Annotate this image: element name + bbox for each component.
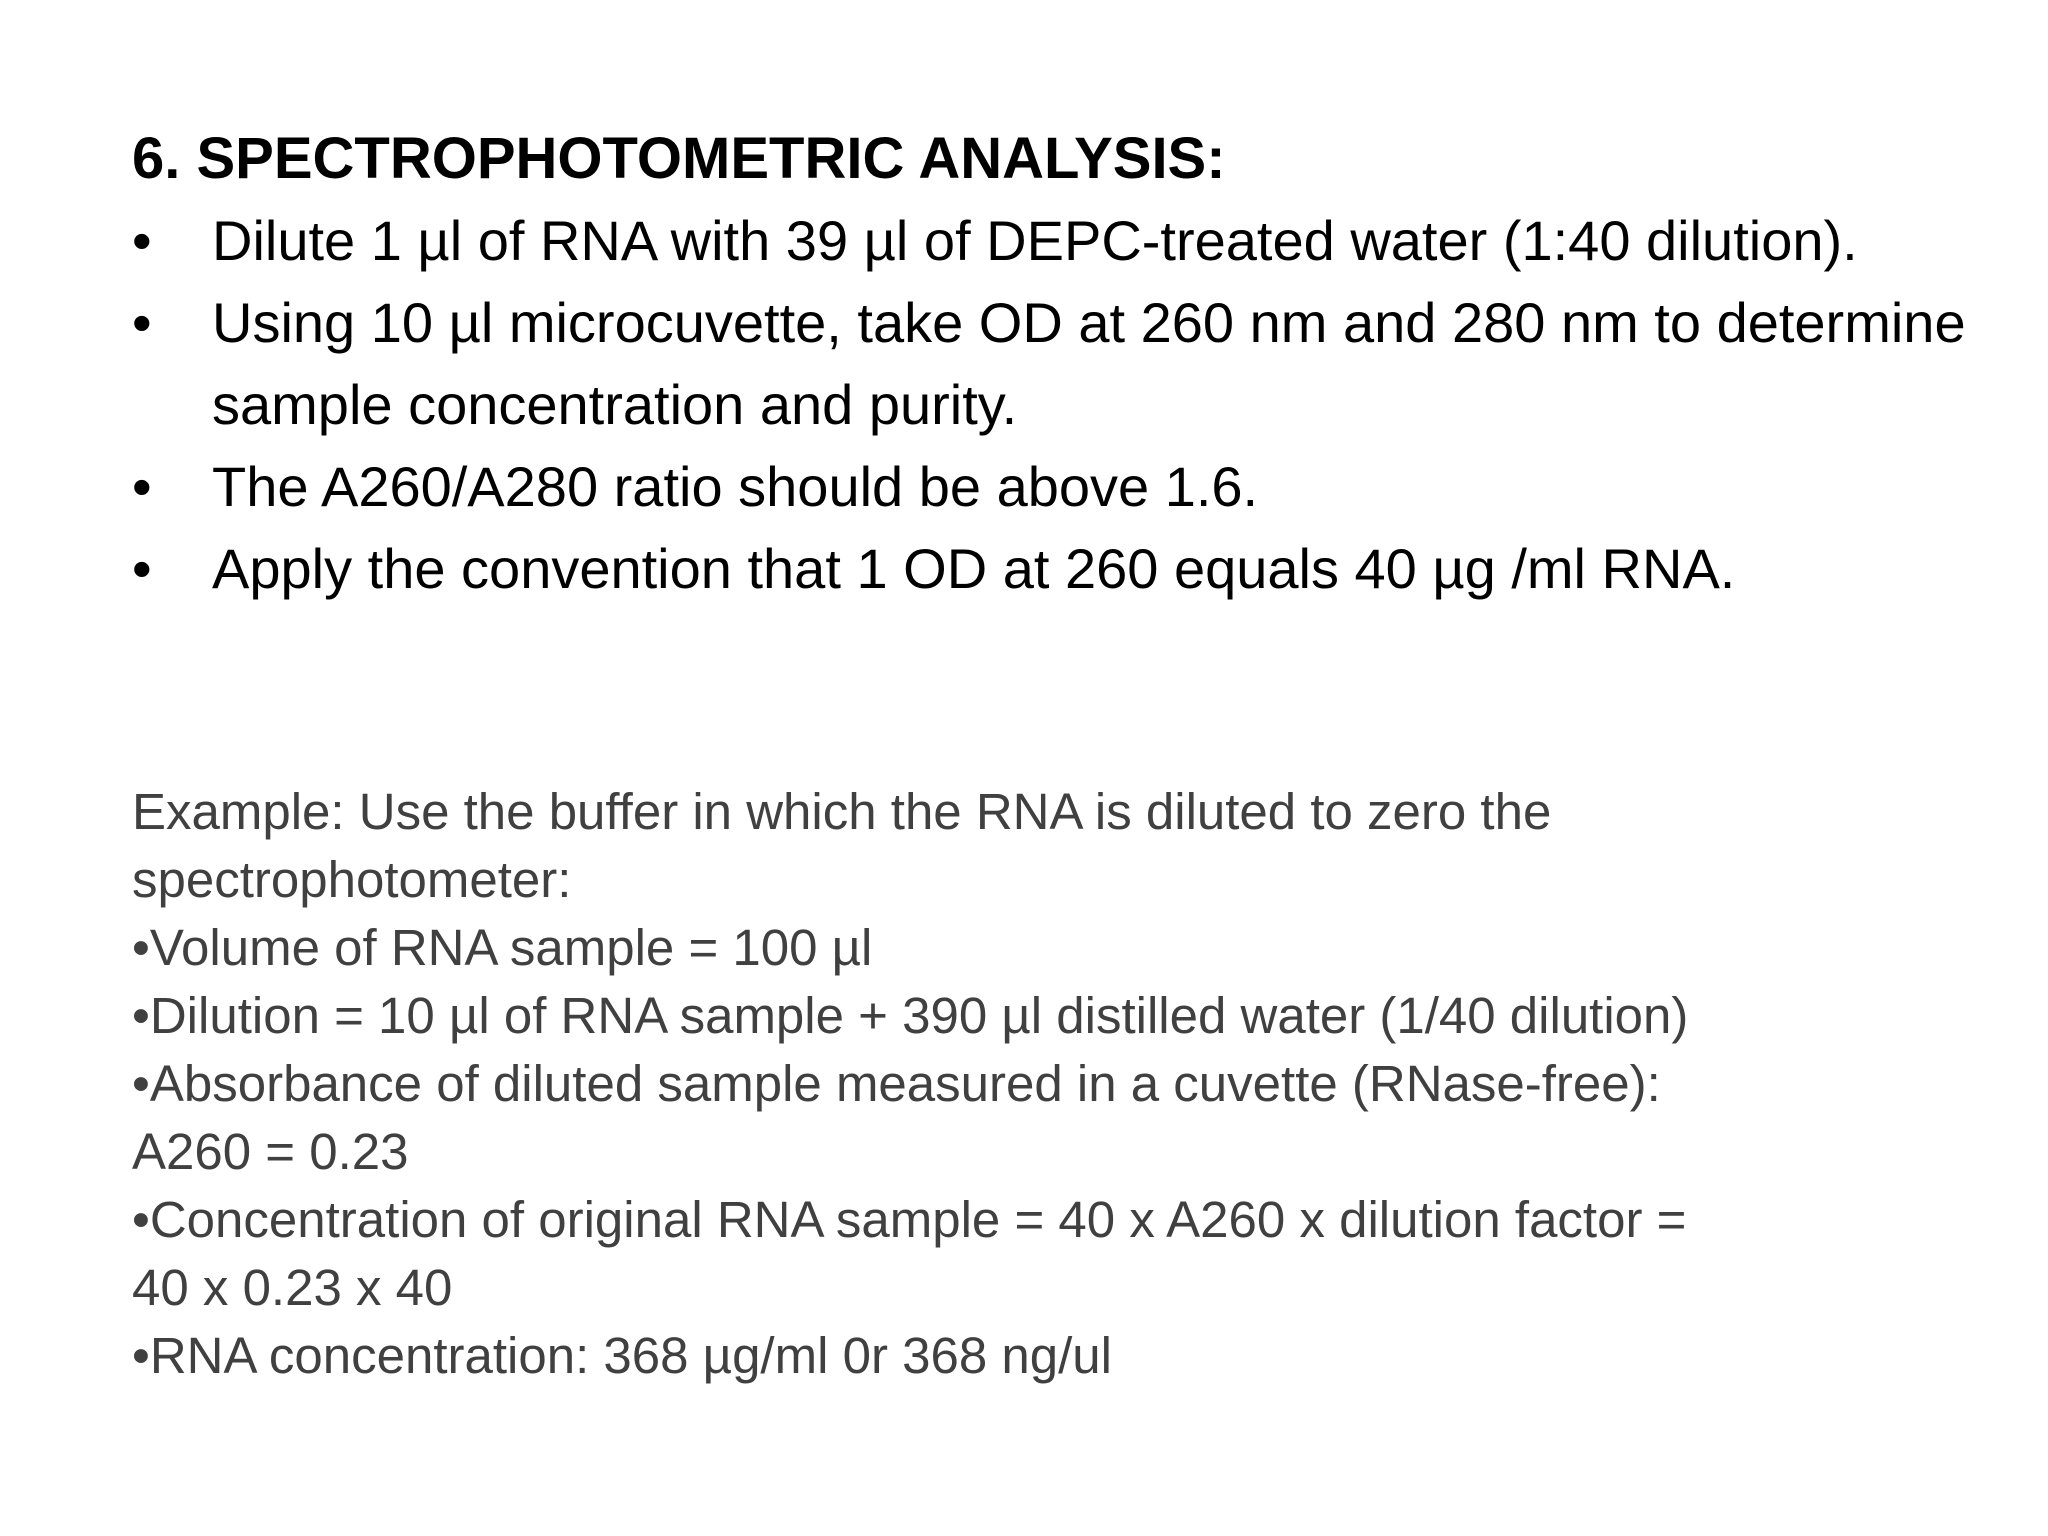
bullet-item-microcuvette [132, 282, 1972, 446]
bullet-item-convention [132, 528, 1972, 610]
bullet-text: The A260/A280 ratio should be above 1.6. [212, 455, 1259, 518]
procedure-bullet-list [132, 200, 1972, 610]
example-intro-line-1: Example: Use the buffer in which the RNA is diluted to zero the [132, 783, 1552, 840]
example-result: •RNA concentration: 368 µg/ml 0r 368 ng/ul [132, 1327, 1112, 1384]
bullet-marker: • [132, 455, 152, 518]
bullet-text: Using 10 µl microcuvette, take OD at 260 nm and 280 nm to determine sample concentration and purity. [212, 291, 1966, 436]
example-concentration-line-2: 40 x 0.23 x 40 [132, 1259, 453, 1316]
example-absorbance-line-2: A260 = 0.23 [132, 1123, 409, 1180]
example-absorbance-line-1: •Absorbance of diluted sample measured in a cuvette (RNase-free): [132, 1055, 1661, 1112]
bullet-marker: • [132, 537, 152, 600]
bullet-item-dilute [132, 200, 1972, 282]
bullet-marker: • [132, 209, 152, 272]
example-volume: •Volume of RNA sample = 100 µl [132, 919, 873, 976]
bullet-marker: • [132, 291, 152, 354]
slide-title: 6. SPECTROPHOTOMETRIC ANALYSIS: [132, 126, 1226, 191]
bullet-text: Apply the convention that 1 OD at 260 equals 40 µg /ml RNA. [212, 537, 1736, 600]
bullet-text: Dilute 1 µl of RNA with 39 µl of DEPC-treated water (1:40 dilution). [212, 209, 1858, 272]
bullet-item-ratio [132, 446, 1972, 528]
example-concentration-line-1: •Concentration of original RNA sample = 40 x A260 x dilution factor = [132, 1191, 1687, 1248]
example-dilution: •Dilution = 10 µl of RNA sample + 390 µl distilled water (1/40 dilution) [132, 987, 1689, 1044]
example-block [132, 778, 1992, 1390]
example-intro-line-2: spectrophotometer: [132, 851, 572, 908]
